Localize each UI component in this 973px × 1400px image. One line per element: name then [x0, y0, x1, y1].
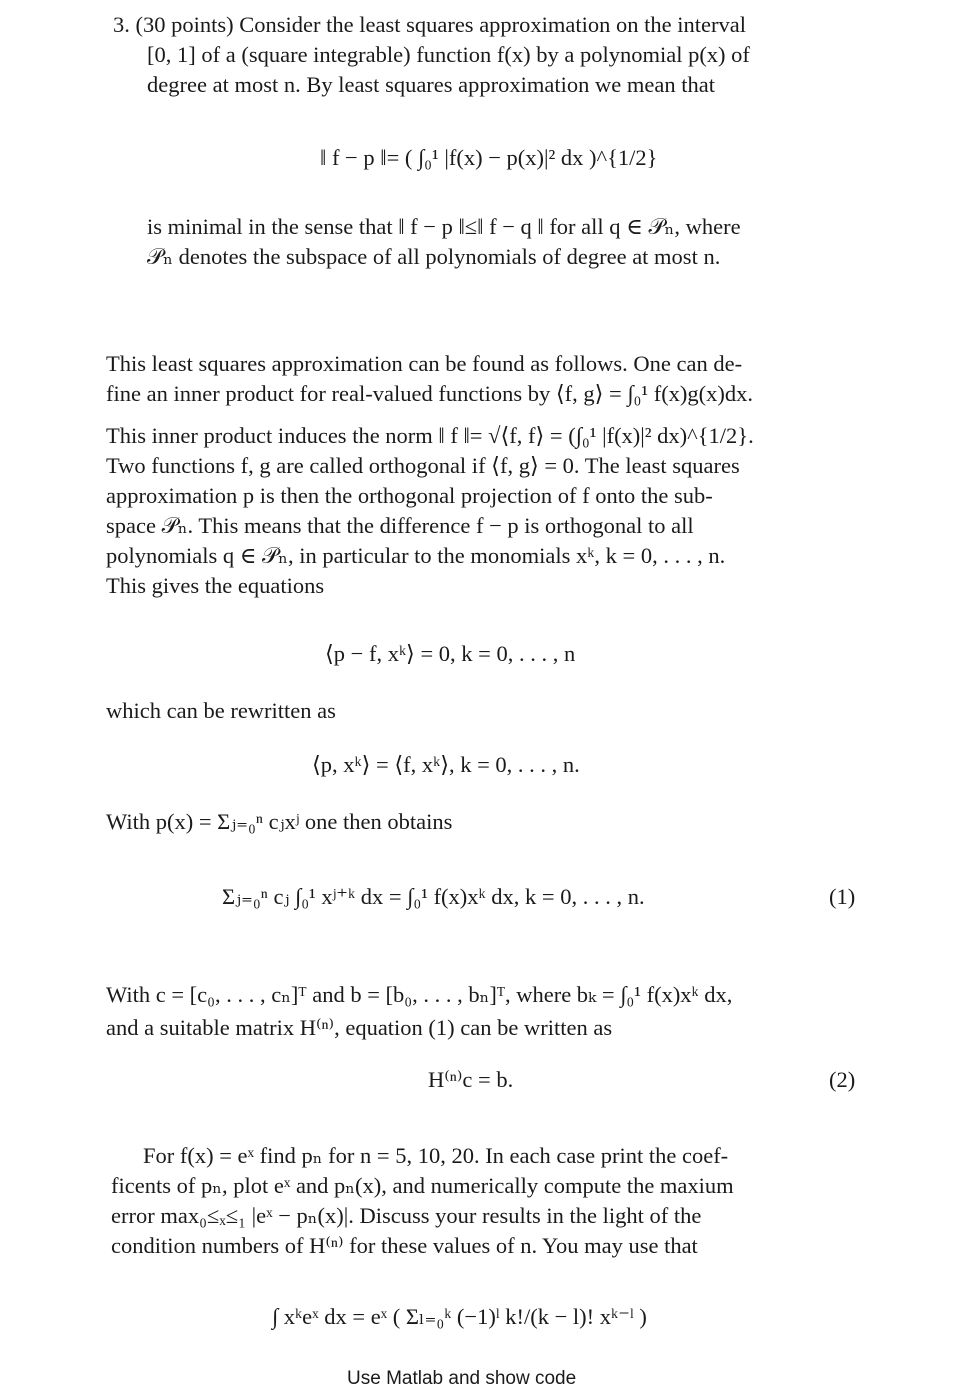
vectors-line-1: With c = [c₀, . . . , cₙ]ᵀ and b = [b₀, . . . , bₙ]ᵀ, where bₖ = ∫₀¹ f(x)xᵏ dx, [106, 982, 733, 1007]
minimal-line-1: is minimal in the sense that ‖ f − p ‖≤‖ f − q ‖ for all q ∈ 𝒫ₙ, where [147, 214, 741, 239]
task-line-2: ficents of pₙ, plot eˣ and pₙ(x), and numerically compute the maxium [111, 1173, 734, 1198]
minimal-line-2: 𝒫ₙ denotes the subspace of all polynomials of degree at most n. [147, 244, 721, 269]
vectors-paragraph [106, 980, 864, 1043]
with-p-text: With p(x) = Σⱼ₌₀ⁿ cⱼxʲ one then obtains [106, 809, 453, 834]
explanation-line-1: This least squares approximation can be found as follows. One can de- [106, 351, 743, 376]
problem-intro-line-3: degree at most n. By least squares approximation we mean that [147, 72, 715, 97]
problem-intro-line-1 [113, 10, 895, 40]
equation-2-number: (2) [829, 1067, 856, 1092]
task-line-1: For f(x) = eˣ find pₙ for n = 5, 10, 20. In each case print the coef- [143, 1143, 729, 1168]
explanation-line-5: approximation p is then the orthogonal projection of f onto the sub- [106, 483, 713, 508]
explanation-line-8: This gives the equations [106, 573, 325, 598]
orthogonality-equation: ⟨p − f, xᵏ⟩ = 0, k = 0, . . . , n [325, 641, 576, 666]
vectors-line-2: and a suitable matrix H⁽ⁿ⁾, equation (1) can be written as [106, 1015, 613, 1040]
explanation-line-4: Two functions f, g are called orthogonal if ⟨f, g⟩ = 0. The least squares [106, 453, 740, 478]
rewritten-text: which can be rewritten as [106, 698, 336, 723]
problem-intro [113, 10, 895, 100]
task-paragraph [111, 1141, 833, 1261]
norm-equation: ‖ f − p ‖= ( ∫₀¹ |f(x) − p(x)|² dx )^{1/2} [320, 145, 658, 170]
task-line-4: condition numbers of H⁽ⁿ⁾ for these values of n. You may use that [111, 1233, 698, 1258]
rewritten-equation: ⟨p, xᵏ⟩ = ⟨f, xᵏ⟩, k = 0, . . . , n. [312, 752, 580, 777]
equation-2: H⁽ⁿ⁾c = b. [428, 1067, 514, 1092]
explanation-line-7: polynomials q ∈ 𝒫ₙ, in particular to the monomials xᵏ, k = 0, . . . , n. [106, 543, 726, 568]
explanation-line-2: fine an inner product for real-valued functions by ⟨f, g⟩ = ∫₀¹ f(x)g(x)dx. [106, 381, 754, 406]
explanation-paragraph [106, 349, 864, 601]
problem-points: (30 points) [135, 12, 234, 37]
task-line-3: error max₀≤ₓ≤₁ |eˣ − pₙ(x)|. Discuss your results in the light of the [111, 1203, 702, 1228]
equation-1: Σⱼ₌₀ⁿ cⱼ ∫₀¹ xʲ⁺ᵏ dx = ∫₀¹ f(x)xᵏ dx, k = 0, . . . , n. [222, 884, 645, 909]
intro-line-1-text: Consider the least squares approximation on the interval [239, 12, 746, 37]
hint-equation: ∫ xᵏeˣ dx = eˣ ( Σₗ₌₀ᵏ (−1)ˡ k!/(k − l)! xᵏ⁻ˡ ) [272, 1304, 647, 1329]
equation-1-number: (1) [829, 884, 856, 909]
footer-caption: Use Matlab and show code [347, 1368, 577, 1389]
explanation-line-6: space 𝒫ₙ. This means that the difference f − p is orthogonal to all [106, 513, 694, 538]
problem-intro-line-2: [0, 1] of a (square integrable) function f(x) by a polynomial p(x) of [147, 42, 750, 67]
explanation-line-3: This inner product induces the norm ‖ f ‖= √⟨f, f⟩ = (∫₀¹ |f(x)|² dx)^{1/2}. [106, 423, 754, 448]
minimal-statement [147, 212, 895, 272]
problem-number: 3. [113, 12, 130, 37]
